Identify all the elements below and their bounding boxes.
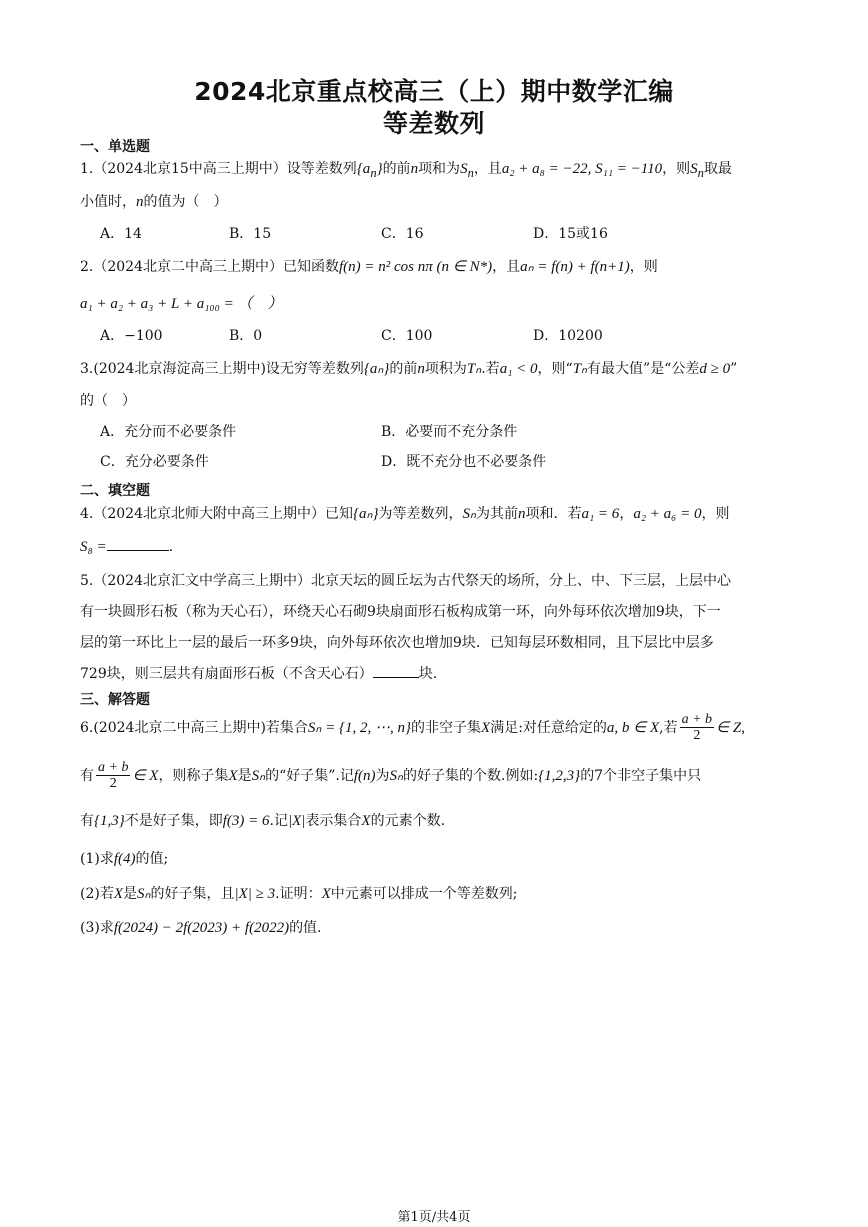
math-seq: $\{a_n\}$ — [356, 161, 383, 180]
question-4: 4.（2024北京北师大附中高三上期中）已知{aₙ}为等差数列，Sₙ为其前n项和．若a₁ = 6，a₂ + a₆ = 0，则 — [80, 506, 730, 522]
fraction: $\frac{a + b}{2}$ — [98, 760, 129, 792]
question-2: 2.（2024北京二中高三上期中）已知函数f(n) = n² cos nπ (n ∈ N*)，且aₙ = f(n) + f(n+1)，则 — [80, 259, 658, 275]
question-6-part1: (1)求f(4)的值; — [80, 851, 169, 867]
doc-subtitle: 等差数列 — [382, 109, 485, 138]
question-6-part3: (3)求f(2024) − 2f(2023) + f(2022)的值. — [80, 920, 322, 936]
q3-option-a: A．充分而不必要条件 — [100, 424, 237, 440]
q2-option-b: B．0 — [229, 328, 263, 344]
question-6-part2: (2)若X是Sₙ的好子集，且|X| ≥ 3.证明：X中元素可以排成一个等差数列; — [80, 886, 518, 902]
question-4-line2: S₈ = . — [80, 539, 174, 555]
section-heading-answer: 三、解答题 — [80, 692, 150, 708]
question-3-line2: 的（ ） — [80, 393, 136, 409]
doc-title: 2024北京重点校高三（上）期中数学汇编 — [194, 77, 674, 106]
q2-option-c: C．100 — [381, 328, 433, 344]
question-5-line4: 729块，则三层共有扇面形石板（不含天心石） 块. — [80, 666, 438, 682]
fraction: $\frac{a + b}{2}$ — [681, 712, 713, 744]
question-5-line3: 层的第一环比上一层的最后一环多9块，向外每环依次也增加9块．已知每层环数相同，且下层比中层多 — [80, 635, 714, 651]
q1-option-c: C．16 — [381, 226, 424, 242]
q3-option-b: B．必要而不充分条件 — [381, 424, 518, 440]
section-heading-single-choice: 一、单选题 — [80, 139, 150, 155]
q2-option-a: A．−100 — [100, 328, 163, 344]
section-heading-fill-blank: 二、填空题 — [80, 483, 150, 499]
answer-blank[interactable] — [107, 538, 169, 551]
question-5-line2: 有一块圆形石板（称为天心石），环绕天心石砌9块扇面形石板构成第一环，向外每环依次增加9块，下一 — [80, 604, 721, 620]
q1-option-a: A．14 — [100, 226, 142, 242]
question-6-line3: 有{1,3}不是好子集，即f(3) = 6.记|X|表示集合X的元素个数. — [80, 813, 446, 829]
q3-option-c: C．充分必要条件 — [100, 454, 209, 470]
question-6-line1: 6.(2024北京二中高三上期中)若集合Sₙ = {1, 2, ⋯, n}的非空子集X满足:对任意给定的a, b ∈ X,若 $\frac{a + b}{2}$ ∈ Z, — [80, 712, 745, 744]
answer-blank[interactable] — [373, 665, 419, 678]
math-function: f(n) = n² cos nπ (n ∈ N*) — [339, 259, 493, 275]
question-3: 3.(2024北京海淀高三上期中)设无穷等差数列{aₙ}的前n项积为Tₙ.若a₁ < 0，则“Tₙ有最大值”是“公差d ≥ 0” — [80, 361, 738, 377]
question-1: 1.（2024北京15中高三上期中）设等差数列$\{a_n\}$的前n项和为$S_n$，且a₂ + a₈ = −22, S₁₁ = −110，则$S_n$取最 — [80, 161, 732, 180]
q2-option-d: D．10200 — [533, 328, 603, 344]
question-2-line2: a₁ + a₂ + a₃ + L + a₁₀₀ = （ ） — [80, 296, 283, 312]
q1-option-b: B．15 — [229, 226, 272, 242]
math-condition: a₂ + a₈ = −22, S₁₁ = −110 — [501, 161, 663, 177]
question-5-line1: 5.（2024北京汇文中学高三上期中）北京天坛的圆丘坛为古代祭天的场所，分上、中、下三层，上层中心 — [80, 573, 731, 589]
question-6-line2: 有 $\frac{a + b}{2}$ ∈ X，则称子集X是Sₙ的“好子集”.记f(n)为Sₙ的好子集的个数.例如:{1,2,3}的7个非空子集中只 — [80, 760, 702, 792]
q3-option-d: D．既不充分也不必要条件 — [381, 454, 547, 470]
q1-option-d: D．15或16 — [533, 226, 608, 242]
page-footer: 第1页/共4页 — [397, 1210, 471, 1225]
question-1-line2: 小值时，n的值为（ ） — [80, 194, 228, 210]
